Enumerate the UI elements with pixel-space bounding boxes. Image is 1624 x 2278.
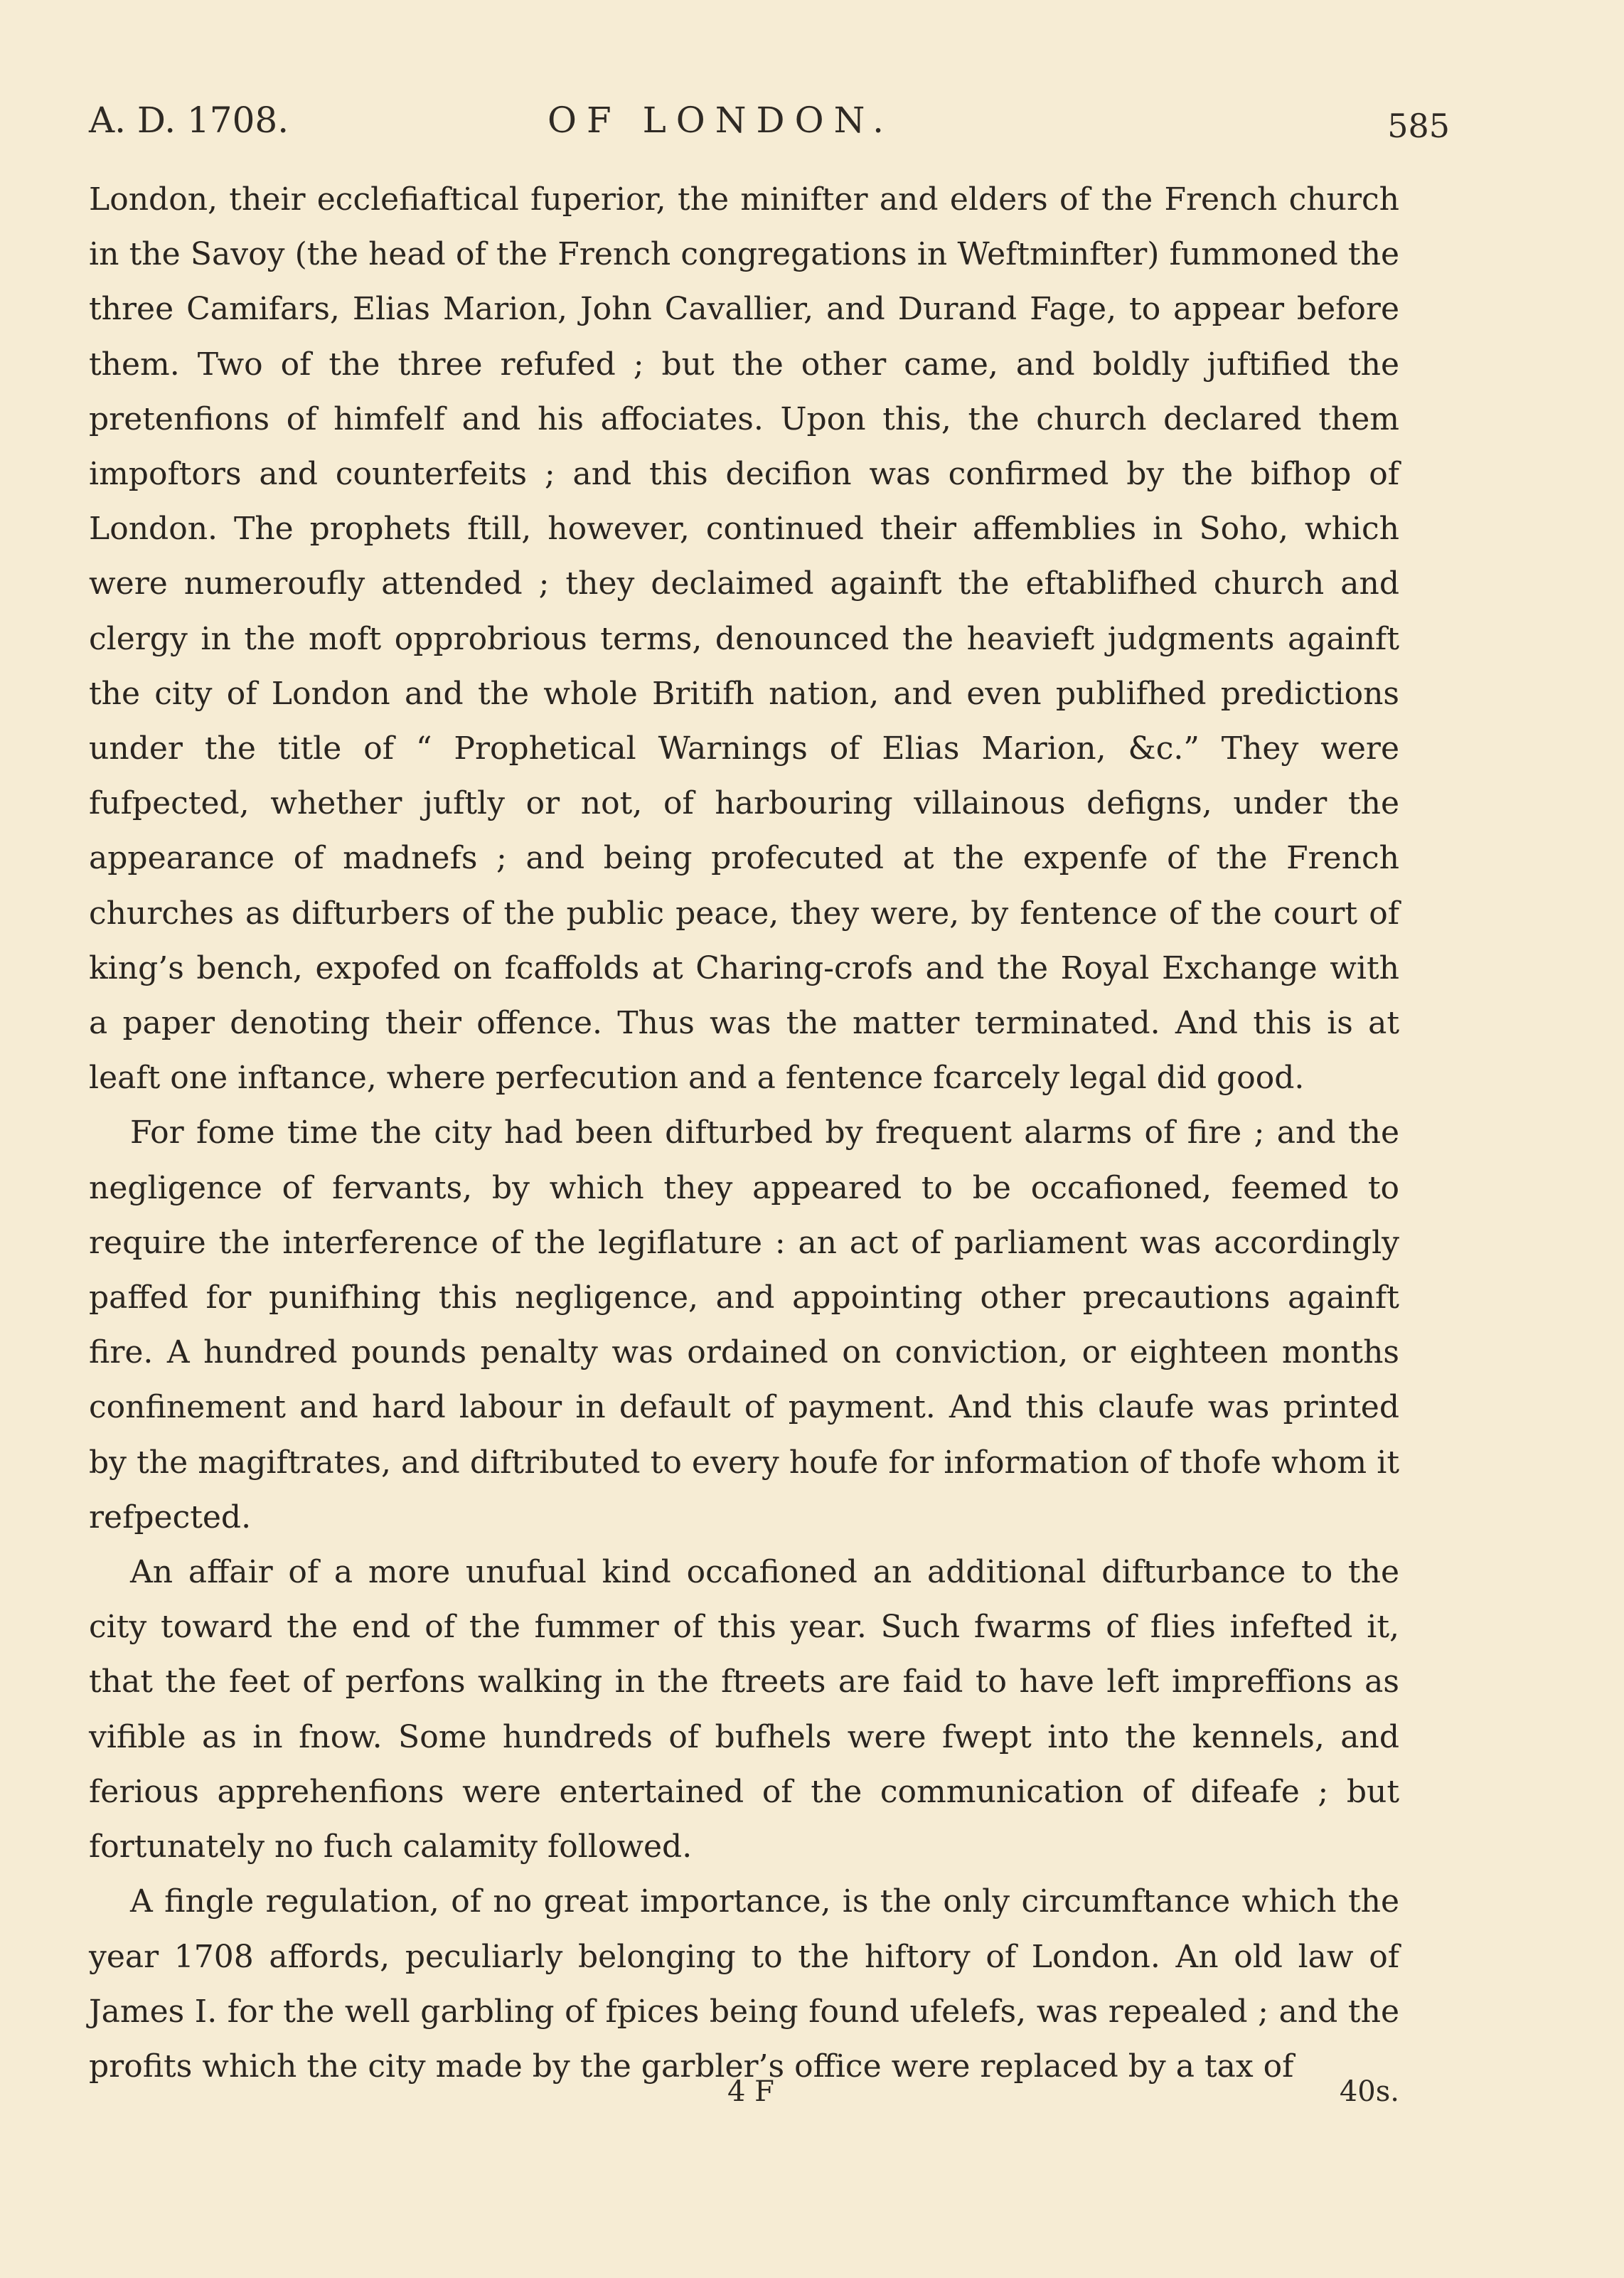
paragraph-camisars: London, their ecclefiaftical fuperior, the minifter and elders of the French church in the Savoy (the head of the French congregations in Weftminfter) fummoned the three Camifars, Elias Marion, John Cavallier, and Durand Fage, to appear before them. Two of the three refufed ; but the other came, and boldly juftified the pretenfions of himfelf and his affociates. Upon this, the church declared them impoftors and counterfeits ; and this decifion was confirmed by the bifhop of London. The prophets ftill, however, continued their affemblies in Soho, which were numeroufly attended ; they declaimed againft the eftablifhed church and clergy in the moft opprobrious terms, denounced the heavieft judgments againft the city of London and the whole Britifh nation, and even publifhed predictions under the title of “ Prophetical Warnings of Elias Marion, &c.” They were fufpected, whether juftly or not, of harbouring villainous defigns, under the appearance of madnefs ; and being profecuted at the expenfe of the French churches as difturbers of the public peace, they were, by fentence of the court of king’s bench, expofed on fcaffolds at Charing-crofs and the Royal Exchange with a paper denoting their offence. Thus was the matter terminated. And this is at leaft one inftance, where perfecution and a fentence fcarcely legal did good. (89, 181, 1399, 1097)
paragraph-flies: An affair of a more unufual kind occafioned an additional difturbance to the city toward the end of the fummer of this year. Such fwarms of flies infefted it, that the feet of perfons walking in the ftreets are faid to have left impreffions as vifible as in fnow. Some hundreds of bufhels were fwept into the kennels, and ferious apprehenfions were entertained of the communication of difeafe ; but fortunately no fuch calamity followed. (89, 1554, 1399, 1865)
catchline (89, 2075, 1399, 2118)
running-head-date: A. D. 1708. (89, 100, 289, 141)
paragraph-spices-regulation: A fingle regulation, of no great importance, is the only circumftance which the year 1708 affords, peculiarly belonging to the hiftory of London. An old law of James I. for the well garbling of fpices being found ufelefs, was repealed ; and the profits which the city made by the garbler’s office were replaced by a tax of (89, 1883, 1399, 2085)
running-head-title: OF LONDON. (547, 100, 894, 141)
signature-mark: 4 F (727, 2075, 774, 2108)
catchword: 40s. (1339, 2075, 1399, 2108)
body-text (89, 172, 1399, 2094)
page-number: 585 (1387, 107, 1450, 145)
paragraph-fire-act: For fome time the city had been difturbed by frequent alarms of fire ; and the negligence of fervants, by which they appeared to be occafioned, feemed to require the interference of the legiflature : an act of parliament was accordingly paffed for punifhing this negligence, and appointing other precautions againft fire. A hundred pounds penalty was ordained on conviction, or eighteen months confinement and hard labour in default of payment. And this claufe was printed by the magiftrates, and diftributed to every houfe for information of thofe whom it refpected. (89, 1114, 1399, 1535)
running-head (89, 100, 1450, 149)
